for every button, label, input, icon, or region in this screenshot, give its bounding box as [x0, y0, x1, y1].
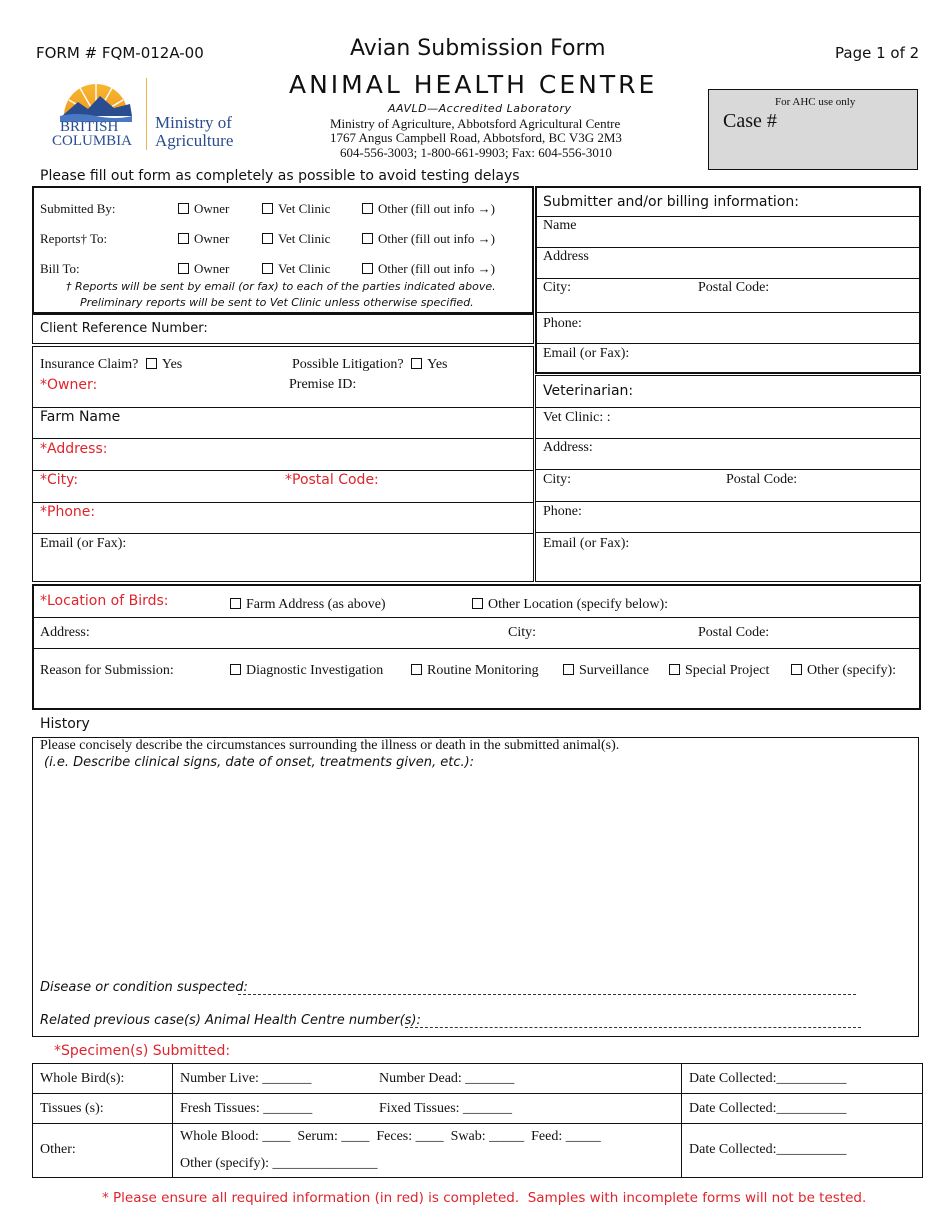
- page-number: Page 1 of 2: [835, 44, 920, 62]
- reports-note-2: Preliminary reports will be sent to Vet Clinic unless otherwise specified.: [80, 296, 474, 309]
- tissue-date-collected-field[interactable]: Date Collected:__________: [689, 1101, 847, 1116]
- accredited-label: AAVLD—Accredited Laboratory: [388, 102, 572, 115]
- reason-diagnostic-checkbox[interactable]: Diagnostic Investigation: [230, 663, 383, 679]
- specimens-heading: *Specimen(s) Submitted:: [54, 1043, 231, 1059]
- bill-to-label: Bill To:: [40, 261, 80, 276]
- reports-owner-checkbox[interactable]: Owner: [178, 231, 229, 247]
- vet-heading: Veterinarian:: [543, 383, 634, 399]
- reports-vet-checkbox[interactable]: Vet Clinic: [262, 231, 330, 247]
- owner-phone-label: *Phone:: [40, 504, 96, 520]
- logo-line1: BRITISH: [60, 119, 119, 135]
- tissues-label: Tissues (s):: [40, 1101, 104, 1116]
- vet-city-label: City:: [543, 472, 572, 487]
- farm-name-label: Farm Name: [40, 409, 121, 425]
- footer-warning: * Please ensure all required information (in red) is completed. Samples with incomplete forms will not be tested.: [102, 1190, 867, 1206]
- instructions: Please fill out form as completely as possible to avoid testing delays: [40, 168, 520, 184]
- fixed-tissues-field[interactable]: Fixed Tissues: _______: [379, 1101, 513, 1116]
- disease-input-line[interactable]: [238, 994, 856, 995]
- owner-address-label: *Address:: [40, 441, 108, 457]
- client-ref-field[interactable]: [32, 314, 534, 344]
- ministry-line1: Ministry of: [155, 113, 232, 132]
- submitted-vet-checkbox[interactable]: Vet Clinic: [262, 201, 330, 217]
- bird-date-collected-field[interactable]: Date Collected:__________: [689, 1071, 847, 1086]
- vet-postal-label: Postal Code:: [726, 472, 798, 487]
- client-ref-label: Client Reference Number:: [40, 321, 208, 336]
- location-postal-label: Postal Code:: [698, 625, 770, 640]
- form-number: FORM # FQM-012A-00: [36, 44, 204, 62]
- bill-other-checkbox[interactable]: Other (fill out info →): [362, 261, 495, 277]
- history-prompt: Please concisely describe the circumstances surrounding the illness or death in the submitted animal(s).: [40, 738, 620, 753]
- case-label: Case #: [723, 110, 777, 132]
- reason-other-checkbox[interactable]: Other (specify):: [791, 663, 896, 679]
- owner-label: *Owner:: [40, 377, 98, 393]
- history-hint: (i.e. Describe clinical signs, date of onset, treatments given, etc.):: [44, 755, 475, 770]
- owner-postal-label: *Postal Code:: [285, 472, 379, 488]
- vet-clinic-label: Vet Clinic: :: [543, 410, 611, 425]
- submitted-owner-checkbox[interactable]: Owner: [178, 201, 229, 217]
- location-label: *Location of Birds:: [40, 593, 169, 609]
- submitter-heading: Submitter and/or billing information:: [543, 194, 799, 210]
- other-specify-field[interactable]: Other (specify): _______________: [180, 1156, 378, 1171]
- owner-city-label: *City:: [40, 472, 79, 488]
- reason-special-checkbox[interactable]: Special Project: [669, 663, 769, 679]
- reason-label: Reason for Submission:: [40, 663, 174, 678]
- vet-address-label: Address:: [543, 440, 593, 455]
- related-cases-label: Related previous case(s) Animal Health Centre number(s):: [40, 1013, 421, 1028]
- submitted-by-label: Submitted By:: [40, 201, 116, 216]
- number-dead-field[interactable]: Number Dead: _______: [379, 1071, 515, 1086]
- insurance-label: Insurance Claim? Yes: [40, 357, 183, 372]
- phone-line: 604-556-3003; 1-800-661-9903; Fax: 604-556-3010: [340, 145, 612, 160]
- ministry-line2: Agriculture: [155, 131, 234, 150]
- vet-phone-label: Phone:: [543, 504, 582, 519]
- other-date-collected-field[interactable]: Date Collected:__________: [689, 1142, 847, 1157]
- number-live-field[interactable]: Number Live: _______: [180, 1071, 312, 1086]
- farm-address-checkbox[interactable]: Farm Address (as above): [230, 597, 386, 613]
- reason-routine-checkbox[interactable]: Routine Monitoring: [411, 663, 539, 679]
- fresh-tissues-field[interactable]: Fresh Tissues: _______: [180, 1101, 313, 1116]
- centre-title: ANIMAL HEALTH CENTRE: [289, 70, 658, 99]
- reports-other-checkbox[interactable]: Other (fill out info →): [362, 231, 495, 247]
- whole-bird-label: Whole Bird(s):: [40, 1071, 125, 1086]
- bill-vet-checkbox[interactable]: Vet Clinic: [262, 261, 330, 277]
- submitted-other-checkbox[interactable]: Other (fill out info →): [362, 201, 495, 217]
- submitter-postal-label: Postal Code:: [698, 280, 770, 295]
- insurance-yes-checkbox[interactable]: [146, 358, 157, 369]
- vet-email-label: Email (or Fax):: [543, 536, 630, 551]
- ahc-use-label: For AHC use only: [775, 96, 856, 108]
- reason-surveillance-checkbox[interactable]: Surveillance: [563, 663, 649, 679]
- history-heading: History: [40, 716, 90, 732]
- bill-owner-checkbox[interactable]: Owner: [178, 261, 229, 277]
- disease-label: Disease or condition suspected:: [40, 980, 248, 995]
- form-title: Avian Submission Form: [350, 36, 606, 61]
- owner-email-label: Email (or Fax):: [40, 536, 127, 551]
- address-line1: Ministry of Agriculture, Abbotsford Agricultural Centre: [330, 116, 621, 131]
- ahc-use-box: [708, 89, 918, 170]
- submitter-city-label: City:: [543, 280, 572, 295]
- location-address-label: Address:: [40, 625, 90, 640]
- logo-line2: COLUMBIA: [52, 133, 133, 149]
- litigation-yes-checkbox[interactable]: [411, 358, 422, 369]
- logo-divider: [146, 78, 147, 150]
- submitter-name-label: Name: [543, 218, 577, 233]
- reports-note-1: † Reports will be sent by email (or fax) to each of the parties indicated above.: [66, 280, 496, 293]
- other-specimen-fields[interactable]: Whole Blood: ____ Serum: ____ Feces: ____ Swab: _____ Feed: _____: [180, 1129, 601, 1144]
- location-city-label: City:: [508, 625, 537, 640]
- other-specimen-label: Other:: [40, 1142, 76, 1157]
- address-line2: 1767 Angus Campbell Road, Abbotsford, BC V3G 2M3: [330, 130, 622, 145]
- submitter-address-label: Address: [543, 249, 589, 264]
- reports-to-label: Reports† To:: [40, 231, 108, 246]
- related-cases-input-line[interactable]: [405, 1027, 861, 1028]
- submitter-email-label: Email (or Fax):: [543, 346, 630, 361]
- premise-id-label: Premise ID:: [289, 377, 357, 392]
- submitter-phone-label: Phone:: [543, 316, 582, 331]
- litigation-label: Possible Litigation? Yes: [292, 357, 448, 372]
- other-location-checkbox[interactable]: Other Location (specify below):: [472, 597, 668, 613]
- bc-logo-icon: [56, 76, 136, 122]
